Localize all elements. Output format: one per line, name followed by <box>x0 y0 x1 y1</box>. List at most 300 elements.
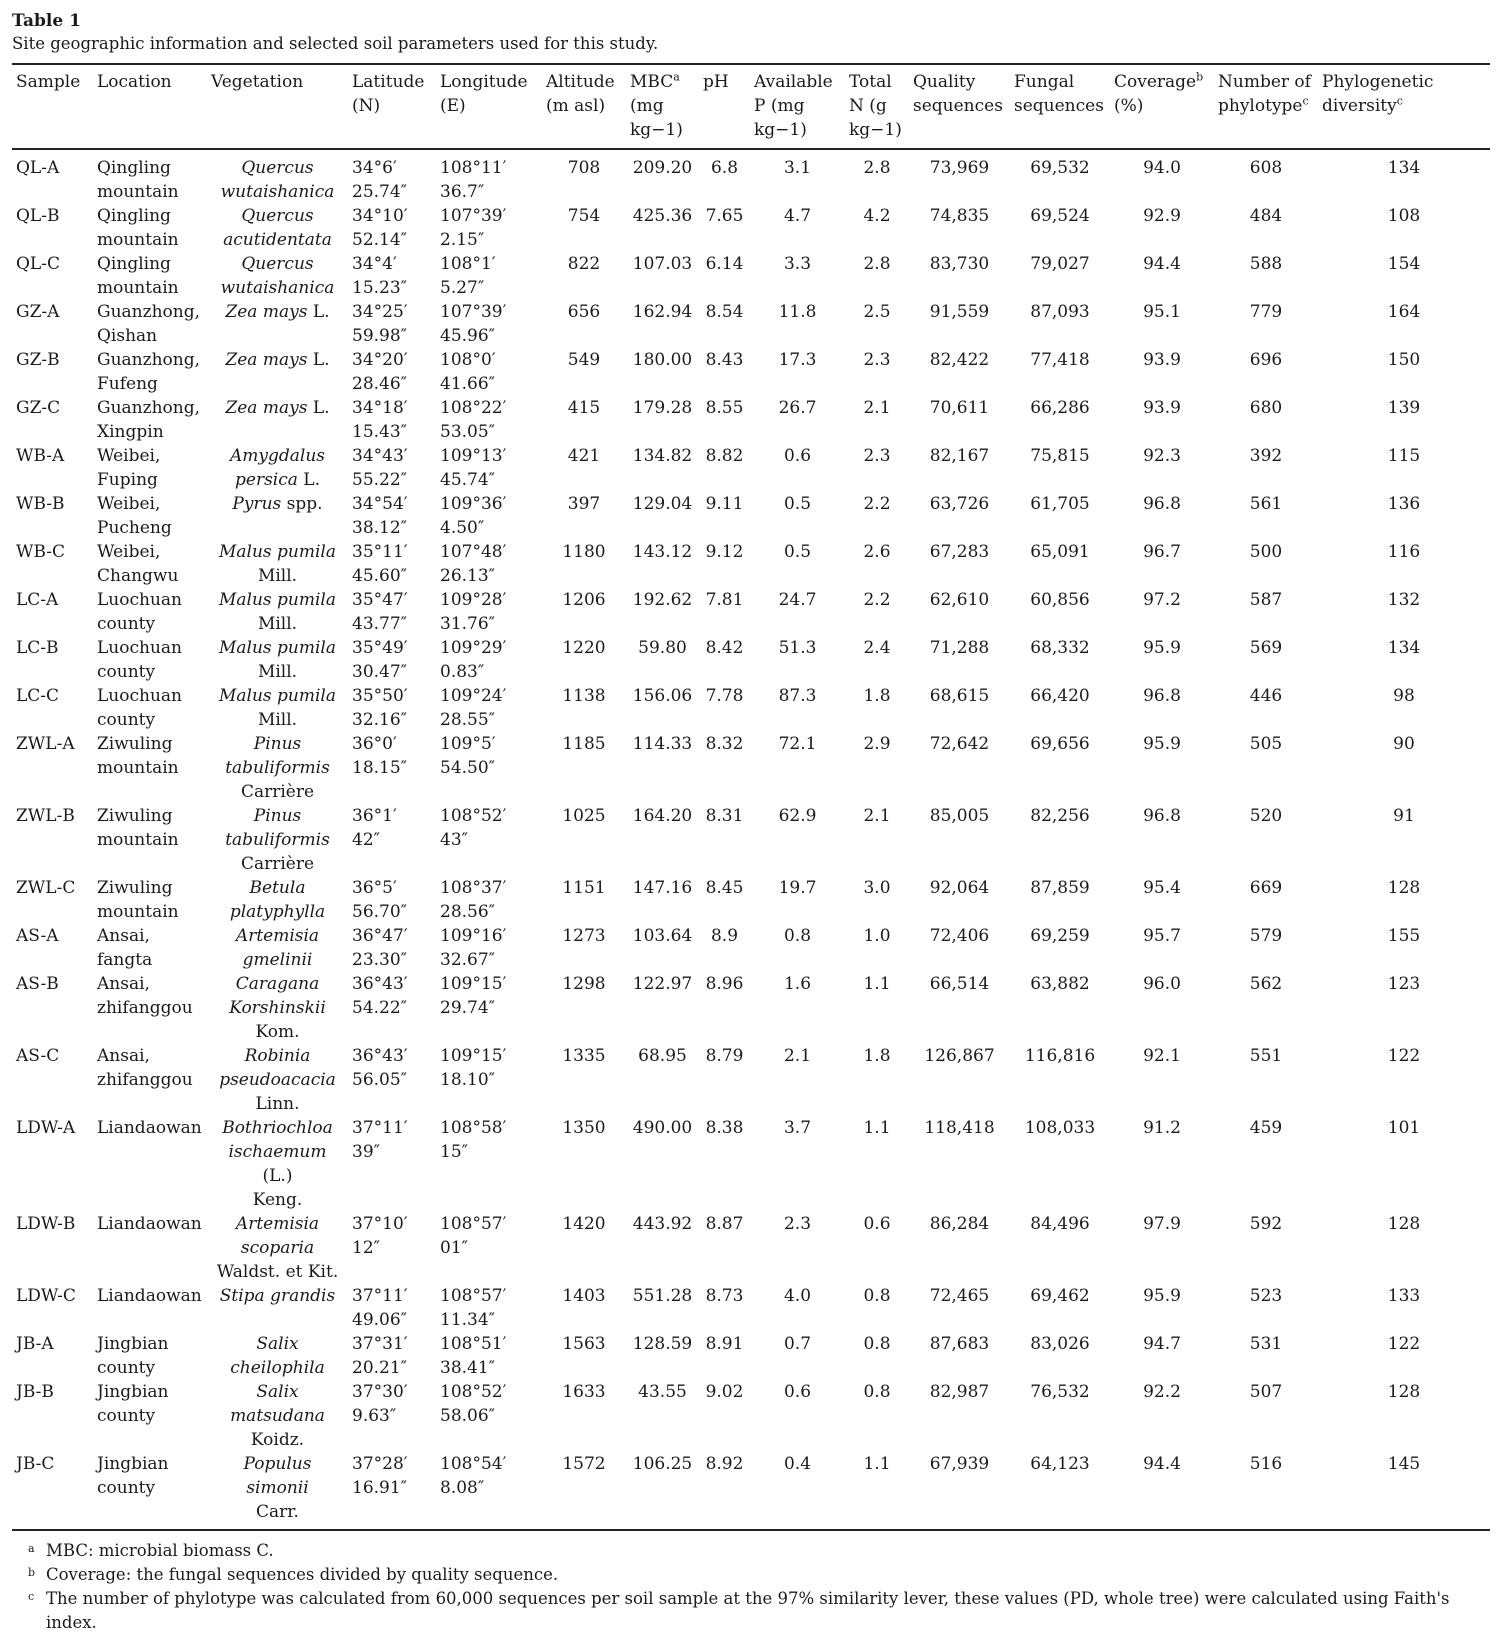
fungal-sequences-cell: 84,496 <box>1030 1214 1090 1234</box>
available-p-cell: 26.7 <box>778 398 817 418</box>
fungal-sequences-cell: 82,256 <box>1030 806 1090 826</box>
quality-sequences-cell: 72,406 <box>929 926 990 946</box>
phylotype-cell: 680 <box>1249 398 1283 418</box>
longitude-cell: 109°16′ 32.67″ <box>440 926 507 970</box>
fungal-sequences-cell: 75,815 <box>1030 446 1090 466</box>
sample-cell: GZ-B <box>16 350 60 370</box>
coverage-cell: 97.9 <box>1143 1214 1181 1234</box>
coverage-cell: 96.8 <box>1143 686 1181 706</box>
altitude-cell: 656 <box>567 302 601 322</box>
quality-sequences-cell: 72,642 <box>929 734 990 754</box>
mbc-cell: 143.12 <box>632 542 693 562</box>
mbc-cell: 122.97 <box>632 974 693 994</box>
quality-sequences-cell: 83,730 <box>929 254 990 274</box>
table-title: Table 1 <box>12 11 81 31</box>
total-n-cell: 3.0 <box>863 878 891 898</box>
phylotype-cell: 531 <box>1249 1334 1283 1354</box>
ph-cell: 8.87 <box>705 1214 744 1234</box>
ph-cell: 8.45 <box>705 878 744 898</box>
available-p-cell: 19.7 <box>778 878 817 898</box>
vegetation-cell: Populus simonii Carr. <box>243 1454 312 1522</box>
vegetation-cell: Amygdalus persica L. <box>229 446 325 490</box>
footnote-b: b Coverage: the fungal sequences divided by quality sequence. <box>28 1565 559 1584</box>
latitude-cell: 36°1′ 42″ <box>352 806 397 850</box>
ph-cell: 8.96 <box>705 974 744 994</box>
quality-sequences-cell: 71,288 <box>929 638 990 658</box>
coverage-cell: 92.2 <box>1143 1382 1181 1402</box>
phylogenetic-diversity-cell: 122 <box>1387 1334 1421 1354</box>
vegetation-cell: Pyrus spp. <box>232 494 323 514</box>
total-n-cell: 4.2 <box>863 206 891 226</box>
table-row <box>12 1116 1490 1212</box>
longitude-cell: 109°28′ 31.76″ <box>440 590 507 634</box>
mbc-cell: 134.82 <box>632 446 693 466</box>
sample-cell: QL-B <box>16 206 60 226</box>
latitude-cell: 34°4′ 15.23″ <box>352 254 408 298</box>
phylogenetic-diversity-cell: 115 <box>1387 446 1421 466</box>
mbc-cell: 114.33 <box>632 734 693 754</box>
longitude-cell: 109°29′ 0.83″ <box>440 638 507 682</box>
coverage-cell: 93.9 <box>1143 398 1181 418</box>
header-phylogenetic-diversity: Phylogenetic diversity$^c$ <box>1322 72 1434 116</box>
location-cell: Jingbian county <box>97 1382 169 1426</box>
header-total-n: Total N (g kg−1) <box>849 72 902 140</box>
sample-cell: ZWL-B <box>16 806 75 826</box>
fungal-sequences-cell: 68,332 <box>1030 638 1090 658</box>
phylogenetic-diversity-cell: 101 <box>1387 1118 1421 1138</box>
coverage-cell: 95.9 <box>1143 638 1181 658</box>
ph-cell: 8.38 <box>705 1118 744 1138</box>
available-p-cell: 2.1 <box>783 1046 812 1066</box>
total-n-cell: 2.3 <box>863 350 891 370</box>
total-n-cell: 2.6 <box>863 542 891 562</box>
altitude-cell: 1138 <box>562 686 606 706</box>
table-row <box>12 252 1490 300</box>
sample-cell: WB-C <box>16 542 66 562</box>
header-sample: Sample <box>16 72 81 92</box>
available-p-cell: 2.3 <box>783 1214 812 1234</box>
table-row <box>12 804 1490 876</box>
altitude-cell: 1403 <box>562 1286 606 1306</box>
coverage-cell: 95.9 <box>1143 734 1181 754</box>
location-cell: Ansai, zhifanggou <box>97 1046 193 1090</box>
coverage-cell: 96.8 <box>1143 806 1181 826</box>
coverage-cell: 92.3 <box>1143 446 1181 466</box>
header-ph: pH <box>703 72 729 92</box>
latitude-cell: 37°28′ 16.91″ <box>352 1454 408 1498</box>
footnotes <box>12 1539 1490 1635</box>
fungal-sequences-cell: 66,420 <box>1030 686 1090 706</box>
latitude-cell: 37°10′ 12″ <box>352 1214 408 1258</box>
altitude-cell: 1185 <box>562 734 606 754</box>
table-row <box>12 1284 1490 1332</box>
ph-cell: 8.82 <box>705 446 744 466</box>
available-p-cell: 1.6 <box>783 974 812 994</box>
vegetation-cell: Pinus tabuliformis Carrière <box>225 806 330 874</box>
phylogenetic-diversity-cell: 128 <box>1387 1214 1421 1234</box>
ph-cell: 8.43 <box>705 350 744 370</box>
total-n-cell: 2.9 <box>863 734 891 754</box>
vegetation-cell: Betula platyphylla <box>229 878 326 922</box>
mbc-cell: 162.94 <box>632 302 693 322</box>
mbc-cell: 443.92 <box>632 1214 693 1234</box>
total-n-cell: 0.6 <box>863 1214 891 1234</box>
quality-sequences-cell: 85,005 <box>929 806 990 826</box>
coverage-cell: 95.7 <box>1143 926 1181 946</box>
latitude-cell: 36°5′ 56.70″ <box>352 878 408 922</box>
mbc-cell: 147.16 <box>632 878 693 898</box>
footnote-c: c The number of phylotype was calculated from 60,000 sequences per soil sample at the 97% similarity lever, these values (PD, whole tree) were calculated using Faith's index. <box>28 1589 1450 1632</box>
table-row <box>12 492 1490 540</box>
table-caption: Site geographic information and selected soil parameters used for this study. <box>12 34 659 53</box>
table-row <box>12 1452 1490 1530</box>
longitude-cell: 109°5′ 54.50″ <box>440 734 496 778</box>
coverage-cell: 96.7 <box>1143 542 1181 562</box>
available-p-cell: 0.5 <box>783 494 812 514</box>
latitude-cell: 34°43′ 55.22″ <box>352 446 408 490</box>
available-p-cell: 0.6 <box>783 1382 812 1402</box>
ph-cell: 7.65 <box>705 206 744 226</box>
latitude-cell: 36°47′ 23.30″ <box>352 926 408 970</box>
quality-sequences-cell: 118,418 <box>924 1118 995 1138</box>
table-row <box>12 876 1490 924</box>
phylogenetic-diversity-cell: 98 <box>1393 686 1415 706</box>
phylotype-cell: 500 <box>1249 542 1283 562</box>
vegetation-cell: Zea mays L. <box>225 302 330 322</box>
ph-cell: 8.54 <box>705 302 744 322</box>
coverage-cell: 94.7 <box>1143 1334 1181 1354</box>
fungal-sequences-cell: 69,532 <box>1030 158 1090 178</box>
coverage-cell: 94.0 <box>1143 158 1181 178</box>
longitude-cell: 108°52′ 43″ <box>440 806 507 850</box>
table-row <box>12 588 1490 636</box>
phylotype-cell: 587 <box>1249 590 1283 610</box>
table-row <box>12 924 1490 972</box>
quality-sequences-cell: 67,939 <box>929 1454 990 1474</box>
table-row <box>12 636 1490 684</box>
location-cell: Ziwuling mountain <box>97 878 179 922</box>
altitude-cell: 549 <box>567 350 601 370</box>
quality-sequences-cell: 86,284 <box>929 1214 990 1234</box>
location-cell: Ansai, zhifanggou <box>97 974 193 1018</box>
latitude-cell: 35°11′ 45.60″ <box>352 542 408 586</box>
available-p-cell: 3.1 <box>783 158 812 178</box>
available-p-cell: 4.0 <box>783 1286 812 1306</box>
quality-sequences-cell: 66,514 <box>929 974 990 994</box>
longitude-cell: 108°22′ 53.05″ <box>440 398 507 442</box>
sample-cell: QL-C <box>16 254 60 274</box>
altitude-cell: 1420 <box>562 1214 606 1234</box>
vegetation-cell: Salix cheilophila <box>230 1334 325 1378</box>
vegetation-cell: Malus pumila Mill. <box>218 590 337 634</box>
quality-sequences-cell: 74,835 <box>929 206 990 226</box>
mbc-cell: 209.20 <box>632 158 693 178</box>
latitude-cell: 36°43′ 54.22″ <box>352 974 408 1018</box>
latitude-cell: 34°6′ 25.74″ <box>352 158 408 202</box>
phylotype-cell: 696 <box>1249 350 1283 370</box>
available-p-cell: 87.3 <box>778 686 817 706</box>
sample-cell: JB-B <box>16 1382 54 1402</box>
longitude-cell: 109°15′ 18.10″ <box>440 1046 507 1090</box>
coverage-cell: 92.9 <box>1143 206 1181 226</box>
total-n-cell: 1.1 <box>863 1454 891 1474</box>
phylogenetic-diversity-cell: 122 <box>1387 1046 1421 1066</box>
phylotype-cell: 446 <box>1249 686 1283 706</box>
ph-cell: 8.42 <box>705 638 744 658</box>
phylogenetic-diversity-cell: 150 <box>1387 350 1421 370</box>
total-n-cell: 2.1 <box>863 398 891 418</box>
table-row <box>12 1044 1490 1116</box>
table-row <box>12 972 1490 1044</box>
fungal-sequences-cell: 76,532 <box>1030 1382 1090 1402</box>
altitude-cell: 1572 <box>562 1454 606 1474</box>
quality-sequences-cell: 92,064 <box>929 878 990 898</box>
location-cell: Ziwuling mountain <box>97 734 179 778</box>
phylotype-cell: 505 <box>1249 734 1283 754</box>
altitude-cell: 1273 <box>562 926 606 946</box>
vegetation-cell: Quercus acutidentata <box>223 206 332 250</box>
phylogenetic-diversity-cell: 134 <box>1387 638 1421 658</box>
header-fungal-sequences: Fungal sequences <box>1014 72 1104 116</box>
total-n-cell: 2.1 <box>863 806 891 826</box>
fungal-sequences-cell: 87,093 <box>1030 302 1090 322</box>
header-row <box>12 64 1490 149</box>
quality-sequences-cell: 82,422 <box>929 350 990 370</box>
total-n-cell: 2.2 <box>863 494 891 514</box>
available-p-cell: 0.4 <box>783 1454 812 1474</box>
sample-cell: GZ-C <box>16 398 61 418</box>
fungal-sequences-cell: 108,033 <box>1024 1118 1096 1138</box>
vegetation-cell: Robinia pseudoacacia Linn. <box>219 1046 336 1114</box>
phylogenetic-diversity-cell: 123 <box>1387 974 1421 994</box>
ph-cell: 9.11 <box>705 494 744 514</box>
latitude-cell: 36°0′ 18.15″ <box>352 734 408 778</box>
vegetation-cell: Caragana Korshinskii Kom. <box>229 974 326 1042</box>
latitude-cell: 37°30′ 9.63″ <box>352 1382 408 1426</box>
total-n-cell: 1.1 <box>863 974 891 994</box>
latitude-cell: 34°25′ 59.98″ <box>352 302 408 346</box>
quality-sequences-cell: 91,559 <box>929 302 990 322</box>
location-cell: Qingling mountain <box>97 254 179 298</box>
longitude-cell: 109°36′ 4.50″ <box>440 494 507 538</box>
latitude-cell: 34°20′ 28.46″ <box>352 350 408 394</box>
table-row <box>12 1380 1490 1452</box>
altitude-cell: 1633 <box>562 1382 606 1402</box>
vegetation-cell: Salix matsudana Koidz. <box>230 1382 325 1450</box>
phylotype-cell: 569 <box>1249 638 1283 658</box>
total-n-cell: 0.8 <box>863 1334 891 1354</box>
fungal-sequences-cell: 60,856 <box>1030 590 1090 610</box>
sample-cell: LDW-C <box>16 1286 76 1306</box>
longitude-cell: 108°57′ 01″ <box>440 1214 507 1258</box>
coverage-cell: 93.9 <box>1143 350 1181 370</box>
altitude-cell: 754 <box>567 206 601 226</box>
available-p-cell: 0.8 <box>783 926 812 946</box>
sample-cell: LDW-A <box>16 1118 76 1138</box>
total-n-cell: 2.8 <box>863 158 891 178</box>
coverage-cell: 97.2 <box>1143 590 1181 610</box>
fungal-sequences-cell: 116,816 <box>1024 1046 1096 1066</box>
ph-cell: 6.8 <box>710 158 739 178</box>
phylotype-cell: 592 <box>1249 1214 1283 1234</box>
mbc-cell: 179.28 <box>632 398 693 418</box>
longitude-cell: 107°39′ 2.15″ <box>440 206 507 250</box>
phylogenetic-diversity-cell: 134 <box>1387 158 1421 178</box>
sample-cell: AS-C <box>16 1046 60 1066</box>
sample-cell: LC-C <box>16 686 60 706</box>
fungal-sequences-cell: 69,656 <box>1030 734 1090 754</box>
phylotype-cell: 561 <box>1249 494 1283 514</box>
quality-sequences-cell: 87,683 <box>929 1334 990 1354</box>
header-coverage: Coverage$^b$ (%) <box>1114 70 1204 116</box>
site-soil-table <box>12 63 1490 1531</box>
latitude-cell: 37°11′ 49.06″ <box>352 1286 408 1330</box>
latitude-cell: 37°31′ 20.21″ <box>352 1334 408 1378</box>
phylotype-cell: 459 <box>1249 1118 1283 1138</box>
header-location: Location <box>97 72 172 92</box>
phylogenetic-diversity-cell: 164 <box>1387 302 1421 322</box>
phylotype-cell: 669 <box>1249 878 1283 898</box>
sample-cell: AS-A <box>16 926 59 946</box>
phylotype-cell: 392 <box>1249 446 1283 466</box>
location-cell: Weibei, Pucheng <box>97 494 172 538</box>
header-vegetation: Vegetation <box>211 72 304 92</box>
ph-cell: 8.32 <box>705 734 744 754</box>
total-n-cell: 2.3 <box>863 446 891 466</box>
table-row <box>12 396 1490 444</box>
altitude-cell: 1180 <box>562 542 606 562</box>
mbc-cell: 164.20 <box>632 806 693 826</box>
longitude-cell: 107°48′ 26.13″ <box>440 542 507 586</box>
longitude-cell: 108°37′ 28.56″ <box>440 878 507 922</box>
available-p-cell: 72.1 <box>778 734 817 754</box>
total-n-cell: 2.2 <box>863 590 891 610</box>
altitude-cell: 1298 <box>562 974 606 994</box>
available-p-cell: 51.3 <box>778 638 817 658</box>
available-p-cell: 24.7 <box>778 590 817 610</box>
phylotype-cell: 588 <box>1249 254 1283 274</box>
vegetation-cell: Quercus wutaishanica <box>220 158 335 202</box>
altitude-cell: 1335 <box>562 1046 606 1066</box>
total-n-cell: 1.8 <box>863 686 891 706</box>
ph-cell: 9.02 <box>705 1382 744 1402</box>
phylogenetic-diversity-cell: 108 <box>1387 206 1421 226</box>
sample-cell: LDW-B <box>16 1214 76 1234</box>
mbc-cell: 425.36 <box>632 206 693 226</box>
longitude-cell: 107°39′ 45.96″ <box>440 302 507 346</box>
header-altitude: Altitude (m asl) <box>546 72 615 116</box>
phylogenetic-diversity-cell: 155 <box>1387 926 1421 946</box>
table-row <box>12 540 1490 588</box>
available-p-cell: 62.9 <box>778 806 817 826</box>
ph-cell: 8.79 <box>705 1046 744 1066</box>
quality-sequences-cell: 70,611 <box>929 398 990 418</box>
mbc-cell: 129.04 <box>632 494 693 514</box>
available-p-cell: 0.6 <box>783 446 812 466</box>
available-p-cell: 3.7 <box>783 1118 812 1138</box>
phylotype-cell: 523 <box>1249 1286 1283 1306</box>
longitude-cell: 109°24′ 28.55″ <box>440 686 507 730</box>
quality-sequences-cell: 126,867 <box>924 1046 995 1066</box>
quality-sequences-cell: 72,465 <box>929 1286 990 1306</box>
available-p-cell: 0.7 <box>783 1334 812 1354</box>
header-quality-sequences: Quality sequences <box>913 72 1003 116</box>
sample-cell: ZWL-A <box>16 734 75 754</box>
sample-cell: LC-B <box>16 638 59 658</box>
location-cell: Jingbian county <box>97 1334 169 1378</box>
phylotype-cell: 516 <box>1249 1454 1283 1474</box>
vegetation-cell: Artemisia scoparia Waldst. et Kit. <box>216 1214 339 1282</box>
phylogenetic-diversity-cell: 139 <box>1387 398 1421 418</box>
longitude-cell: 108°11′ 36.7″ <box>440 158 507 202</box>
phylogenetic-diversity-cell: 90 <box>1393 734 1415 754</box>
total-n-cell: 0.8 <box>863 1286 891 1306</box>
ph-cell: 8.31 <box>705 806 744 826</box>
table-row <box>12 149 1490 204</box>
header-longitude: Longitude (E) <box>440 72 528 116</box>
phylogenetic-diversity-cell: 128 <box>1387 1382 1421 1402</box>
fungal-sequences-cell: 66,286 <box>1030 398 1090 418</box>
phylotype-cell: 484 <box>1249 206 1283 226</box>
phylogenetic-diversity-cell: 91 <box>1393 806 1415 826</box>
location-cell: Ansai, fangta <box>97 926 153 970</box>
longitude-cell: 108°1′ 5.27″ <box>440 254 496 298</box>
altitude-cell: 1025 <box>562 806 606 826</box>
ph-cell: 8.55 <box>705 398 744 418</box>
vegetation-cell: Artemisia gmelinii <box>235 926 320 970</box>
altitude-cell: 1350 <box>562 1118 606 1138</box>
quality-sequences-cell: 62,610 <box>929 590 990 610</box>
fungal-sequences-cell: 77,418 <box>1030 350 1090 370</box>
phylotype-cell: 779 <box>1249 302 1283 322</box>
vegetation-cell: Malus pumila Mill. <box>218 542 337 586</box>
mbc-cell: 490.00 <box>632 1118 693 1138</box>
mbc-cell: 106.25 <box>632 1454 693 1474</box>
latitude-cell: 34°10′ 52.14″ <box>352 206 408 250</box>
location-cell: Weibei, Fuping <box>97 446 161 490</box>
fungal-sequences-cell: 64,123 <box>1030 1454 1090 1474</box>
table-row <box>12 1212 1490 1284</box>
sample-cell: WB-B <box>16 494 65 514</box>
location-cell: Liandaowan <box>97 1286 202 1306</box>
phylogenetic-diversity-cell: 145 <box>1387 1454 1421 1474</box>
mbc-cell: 59.80 <box>638 638 687 658</box>
header-available-p: Available P (mg kg−1) <box>754 72 833 140</box>
header-phylotype: Number of phylotype$^c$ <box>1218 72 1311 116</box>
fungal-sequences-cell: 69,524 <box>1030 206 1090 226</box>
location-cell: Luochuan county <box>97 686 182 730</box>
longitude-cell: 108°51′ 38.41″ <box>440 1334 507 1378</box>
table-row <box>12 204 1490 252</box>
total-n-cell: 2.4 <box>863 638 891 658</box>
ph-cell: 7.78 <box>705 686 744 706</box>
mbc-cell: 180.00 <box>632 350 693 370</box>
altitude-cell: 415 <box>567 398 601 418</box>
phylogenetic-diversity-cell: 128 <box>1387 878 1421 898</box>
phylotype-cell: 562 <box>1249 974 1283 994</box>
vegetation-cell: Pinus tabuliformis Carrière <box>225 734 330 802</box>
fungal-sequences-cell: 61,705 <box>1030 494 1090 514</box>
mbc-cell: 43.55 <box>638 1382 687 1402</box>
location-cell: Qingling mountain <box>97 206 179 250</box>
fungal-sequences-cell: 65,091 <box>1030 542 1090 562</box>
available-p-cell: 11.8 <box>778 302 817 322</box>
longitude-cell: 108°57′ 11.34″ <box>440 1286 507 1330</box>
header-mbc: MBC$^a$ (mg kg−1) <box>630 70 683 140</box>
location-cell: Jingbian county <box>97 1454 169 1498</box>
location-cell: Guanzhong, Xingpin <box>97 398 200 442</box>
longitude-cell: 108°54′ 8.08″ <box>440 1454 507 1498</box>
